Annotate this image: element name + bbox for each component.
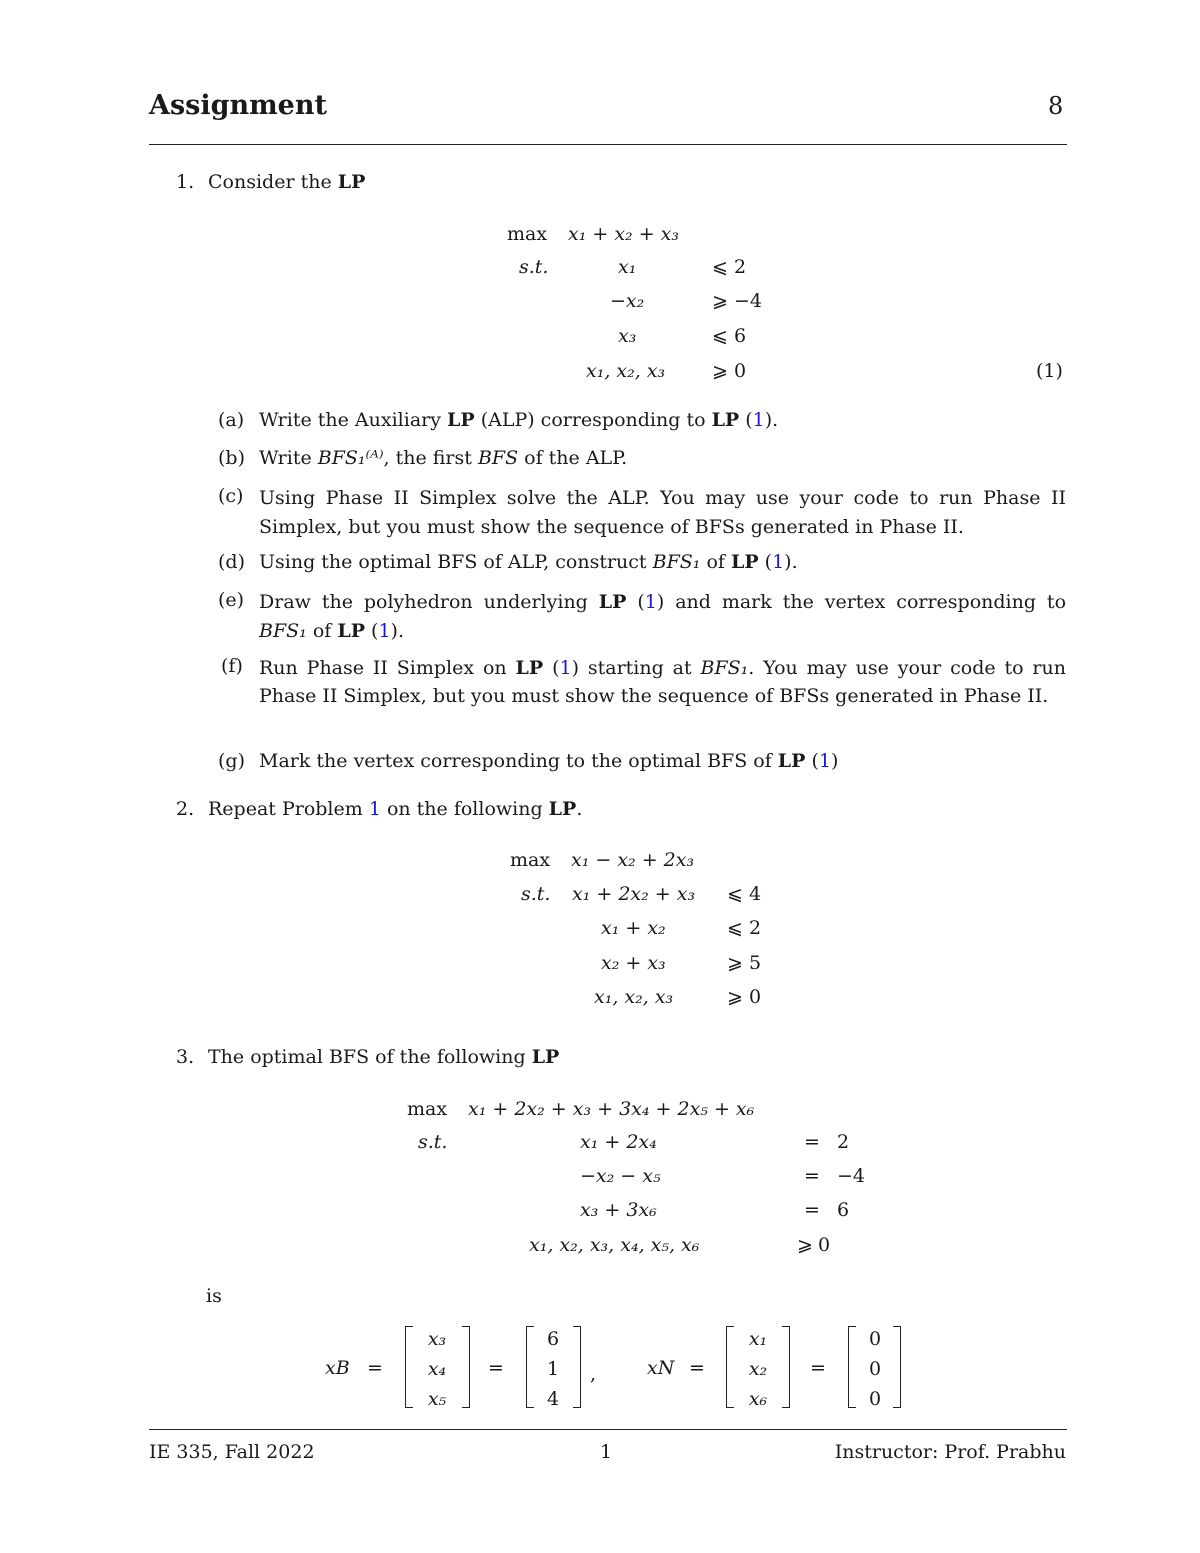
vector-entry: x₄ (427, 1358, 447, 1380)
lp3-row-4-eq: ⩾ (797, 1234, 813, 1256)
xb-label: xB (325, 1357, 350, 1379)
assignment-number: 8 (1048, 92, 1064, 120)
problem-2-number: 2. (176, 798, 195, 820)
xb-equals-2: = (488, 1357, 504, 1379)
footer-page-number: 1 (600, 1441, 613, 1463)
item-b-text: Write BFS₁⁽ᴬ⁾, the first BFS of the ALP. (259, 447, 628, 469)
eq-ref-link[interactable]: 1 (378, 620, 391, 642)
vector-entry: x₁ (748, 1328, 768, 1350)
item-e-label: (e) (218, 589, 245, 611)
lp3-st: s.t. (418, 1131, 448, 1153)
xb-vars-right-bracket (462, 1326, 470, 1408)
lp3-row-2-lhs: −x₂ − x₅ (580, 1165, 661, 1187)
item-a-text: Write the Auxiliary LP (ALP) corresponding to LP (1). (259, 409, 779, 431)
eq-ref-link[interactable]: 1 (818, 750, 831, 772)
lp1-row-2-lhs: −x₂ (610, 290, 645, 312)
lp3-row-4-lhs: x₁, x₂, x₃, x₄, x₅, x₆ (529, 1234, 700, 1256)
lp1-max: max (507, 223, 548, 245)
eq-ref-link[interactable]: 1 (752, 409, 765, 431)
item-g-text: Mark the vertex corresponding to the optimal BFS of LP (1) (259, 750, 839, 772)
xb-vals-column (536, 1324, 570, 1414)
lp1-row-1-lhs: x₁ (618, 256, 637, 278)
item-e-text: Draw the polyhedron underlying LP (1) and mark the vertex corresponding to BFS₁ of LP (1). (259, 591, 1067, 642)
lp2-objective: x₁ − x₂ + 2x₃ (571, 849, 695, 871)
lp1-row-3-lhs: x₃ (618, 325, 637, 347)
vector-entry: 4 (546, 1388, 560, 1410)
item-f-label: (f) (221, 655, 243, 677)
problem-1-intro: Consider the LP (208, 171, 366, 193)
vector-entry: x₅ (427, 1388, 447, 1410)
vector-entry: x₆ (748, 1388, 768, 1410)
lp3-objective: x₁ + 2x₂ + x₃ + 3x₄ + 2x₅ + x₆ (468, 1098, 755, 1120)
xb-vals-right-bracket (573, 1326, 581, 1408)
item-g-label: (g) (218, 750, 245, 772)
lp3-row-1-lhs: x₁ + 2x₄ (580, 1131, 657, 1153)
lp1-st: s.t. (519, 256, 549, 278)
vector-entry: 1 (546, 1358, 560, 1380)
is-text: is (206, 1285, 222, 1307)
lp3-row-3-eq: = (804, 1199, 820, 1221)
lp1-row-4-lhs: x₁, x₂, x₃ (586, 360, 666, 382)
lp1-row-3-rel: ⩽ 6 (712, 325, 747, 347)
lp3-row-2-eq: = (804, 1165, 820, 1187)
problem-1-number: 1. (176, 171, 195, 193)
item-c-label: (c) (218, 485, 244, 507)
xb-vars-column (415, 1324, 459, 1414)
lp1-row-1-rel: ⩽ 2 (712, 256, 747, 278)
vector-entry: 0 (868, 1328, 882, 1350)
problem-3-text: The optimal BFS of the following LP (208, 1046, 560, 1068)
vector-entry: x₃ (427, 1328, 447, 1350)
lp2-row-4-rel: ⩾ 0 (727, 986, 762, 1008)
lp1-objective: x₁ + x₂ + x₃ (568, 223, 679, 245)
item-f-text: Run Phase II Simplex on LP (1) starting at BFS₁. You may use your code to run Phase II Simplex, but you must show the sequence of BFSs generated in Phase II. (259, 657, 1066, 707)
item-d-label: (d) (218, 551, 245, 573)
xn-vals-right-bracket (893, 1326, 901, 1408)
vector-entry: 0 (868, 1388, 882, 1410)
xn-vals-column (858, 1324, 892, 1414)
footer-course: IE 335, Fall 2022 (149, 1441, 315, 1463)
eq-ref-link[interactable]: 1 (644, 591, 657, 613)
xn-equals: = (689, 1357, 705, 1379)
xn-vars-left-bracket (726, 1326, 734, 1408)
item-d-text: Using the optimal BFS of ALP, construct BFS₁ of LP (1). (259, 551, 798, 573)
problem-2-text: Repeat Problem 1 on the following LP. (208, 798, 583, 820)
lp2-row-3-rel: ⩾ 5 (727, 952, 762, 974)
equation-number-1: (1) (1036, 360, 1063, 382)
vector-comma: , (590, 1363, 597, 1385)
footer-instructor: Instructor: Prof. Prabhu (834, 1441, 1066, 1463)
item-c-text: Using Phase II Simplex solve the ALP. You may use your code to run Phase II Simplex, but you must show the sequence of BFSs generated in Phase II. (259, 487, 1066, 538)
footer-rule (149, 1429, 1067, 1430)
vector-entry: 0 (868, 1358, 882, 1380)
item-a-label: (a) (218, 409, 245, 431)
vector-entry: 6 (546, 1328, 560, 1350)
xn-vars-column (736, 1324, 780, 1414)
xn-equals-2: = (810, 1357, 826, 1379)
page-title: Assignment (149, 90, 327, 121)
lp3-row-3-rhs: 6 (837, 1199, 850, 1221)
xn-vars-right-bracket (782, 1326, 790, 1408)
lp2-row-2-rel: ⩽ 2 (727, 917, 762, 939)
lp2-row-2-lhs: x₁ + x₂ (601, 917, 666, 939)
eq-ref-link[interactable]: 1 (772, 551, 785, 573)
lp3-row-3-lhs: x₃ + 3x₆ (580, 1199, 657, 1221)
xb-equals: = (367, 1357, 383, 1379)
lp2-st: s.t. (521, 883, 551, 905)
lp2-max: max (510, 849, 551, 871)
lp2-row-1-lhs: x₁ + 2x₂ + x₃ (572, 883, 696, 905)
eq-ref-link[interactable]: 1 (559, 657, 572, 679)
xn-label: xN (647, 1357, 675, 1379)
header-rule (149, 144, 1067, 145)
lp3-row-2-rhs: −4 (837, 1165, 866, 1187)
problem-ref-link[interactable]: 1 (368, 798, 381, 820)
item-b-label: (b) (218, 447, 245, 469)
problem-3-number: 3. (176, 1046, 195, 1068)
lp1-row-4-rel: ⩾ 0 (712, 360, 747, 382)
xb-vars-left-bracket (405, 1326, 413, 1408)
lp2-row-1-rel: ⩽ 4 (727, 883, 762, 905)
lp1-row-2-rel: ⩾ −4 (712, 290, 762, 312)
lp2-row-4-lhs: x₁, x₂, x₃ (594, 986, 674, 1008)
vector-entry: x₂ (748, 1358, 768, 1380)
lp3-row-1-rhs: 2 (837, 1131, 850, 1153)
lp3-row-1-eq: = (804, 1131, 820, 1153)
lp3-row-4-rhs: 0 (818, 1234, 831, 1256)
lp3-max: max (407, 1098, 448, 1120)
xb-vals-left-bracket (526, 1326, 534, 1408)
xn-vals-left-bracket (848, 1326, 856, 1408)
lp2-row-3-lhs: x₂ + x₃ (601, 952, 666, 974)
